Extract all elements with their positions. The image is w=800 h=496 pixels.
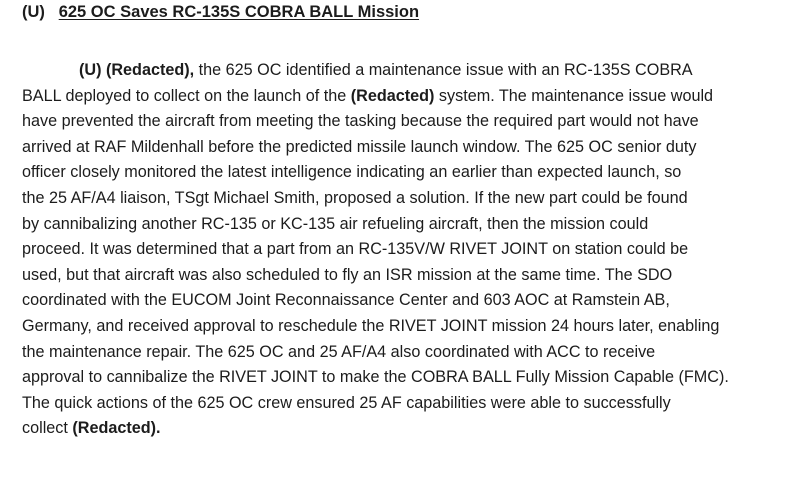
text-line (22, 416, 792, 442)
text-line (22, 58, 792, 84)
text-line (22, 263, 792, 289)
text-line (22, 391, 792, 417)
text-span: Germany, and received approval to reschedule the RIVET JOINT mission 24 hours later, enabling (22, 316, 720, 335)
text-span: The quick actions of the 625 OC crew ensured 25 AF capabilities were able to successfully (22, 393, 671, 412)
text-span: have prevented the aircraft from meeting the tasking because the required part would not have (22, 112, 699, 131)
text-line (22, 84, 792, 110)
text-line (22, 237, 792, 263)
bold-text: (Redacted) (350, 86, 435, 105)
section-heading (22, 3, 419, 22)
section-title: 625 OC Saves RC-135S COBRA BALL Mission (58, 3, 420, 21)
text-line (22, 212, 792, 238)
text-span: approval to cannibalize the RIVET JOINT to make the COBRA BALL Fully Mission Capable (FMC). (22, 368, 729, 387)
classification-marking: (U) (22, 3, 45, 21)
body-paragraph (22, 58, 792, 442)
bold-text: (Redacted). (72, 419, 161, 438)
text-span: coordinated with the EUCOM Joint Reconnaissance Center and 603 AOC at Ramstein AB, (22, 291, 670, 310)
bold-text: (Redacted), (105, 61, 195, 79)
text-span: the maintenance repair. The 625 OC and 25 AF/A4 also coordinated with ACC to receive (22, 342, 656, 361)
text-span: used, but that aircraft was also scheduled to fly an ISR mission at the same time. The SDO (22, 265, 673, 284)
text-span: arrived at RAF Mildenhall before the predicted missile launch window. The 625 OC senior duty (22, 137, 697, 156)
text-line (22, 314, 792, 340)
text-span: BALL deployed to collect on the launch of the (22, 86, 351, 105)
text-line (22, 135, 792, 161)
text-span: proceed. It was determined that a part from an RC-135V/W RIVET JOINT on station could be (22, 240, 689, 259)
text-span: the 625 OC identified a maintenance issue with an RC-135S COBRA (194, 61, 693, 79)
text-line (22, 109, 792, 135)
text-span: officer closely monitored the latest intelligence indicating an earlier than expected launch, so (22, 163, 682, 182)
text-span: collect (22, 419, 73, 438)
text-line (22, 288, 792, 314)
text-line (22, 186, 792, 212)
text-span: by cannibalizing another RC-135 or KC-135 air refueling aircraft, then the mission could (22, 214, 649, 233)
text-line (22, 365, 792, 391)
text-line (22, 160, 792, 186)
text-span: system. The maintenance issue would (434, 86, 714, 105)
bold-text: (U) (79, 61, 106, 79)
text-line (22, 340, 792, 366)
text-span: the 25 AF/A4 liaison, TSgt Michael Smith, proposed a solution. If the new part could be found (22, 188, 688, 207)
